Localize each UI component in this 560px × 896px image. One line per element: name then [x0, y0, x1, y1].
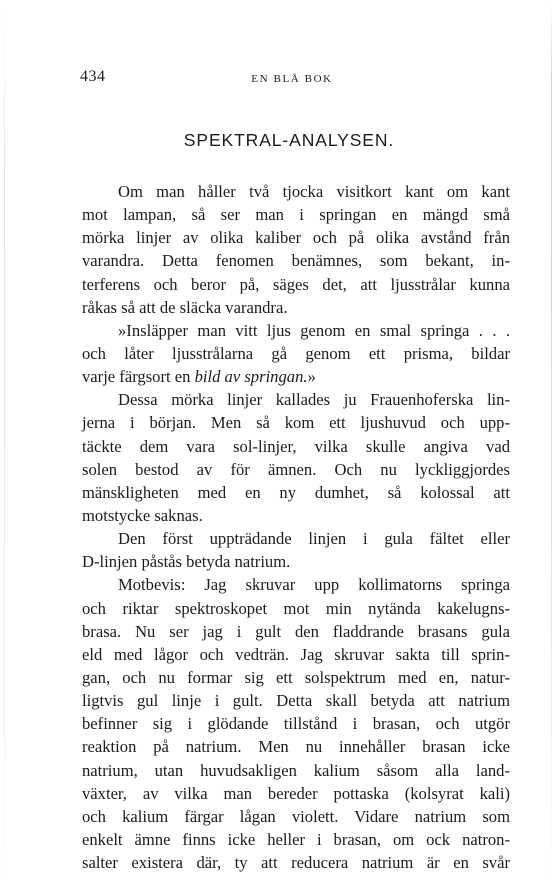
text-line: gan, och nu formar sig ett solspektrum med en, natur- [82, 667, 510, 687]
text-line: och kalium färgar lågan violett. Vidare natrium som [82, 806, 510, 826]
page-number: 434 [80, 68, 106, 85]
text-line: natrium, utan huvudsakligen kalium såsom alla land- [82, 760, 510, 780]
text-line: salter existera där, ty att reducera natrium är en svår [82, 853, 510, 873]
body-text [82, 180, 510, 874]
text-line: Den först uppträdande linjen i gula fältet eller [118, 529, 510, 549]
text-line [82, 365, 510, 388]
text-line: D-linjen påstås betyda natrium. [82, 552, 291, 572]
text-line: reaktion på natrium. Men nu innehåller brasan icke [82, 737, 510, 757]
text-line: Dessa mörka linjer kallades ju Frauenhoferska lin- [118, 390, 510, 410]
italic-text-run: bild av springan. [194, 367, 308, 387]
text-run: varje färgsort en [82, 367, 195, 387]
text-line: brasa. Nu ser jag i gult den fladdrande brasans gula [82, 621, 510, 641]
text-line: enkelt ämne finns icke heller i brasan, om ock natron- [82, 829, 510, 849]
text-line: mänskligheten med en ny dumhet, så kolossal att [82, 482, 510, 502]
text-line: Motbevis: Jag skruvar upp kollimatorns springa [118, 575, 510, 595]
text-line: ligtvis gul linje i gult. Detta skall betyda att natrium [82, 691, 510, 711]
text-run: » [307, 367, 316, 387]
running-head: EN BLÅ BOK [251, 73, 333, 85]
text-line: täckte dem vara sol-linjer, vilka skulle angiva vad [82, 436, 510, 456]
text-line: »Insläpper man vitt ljus genom en smal springa . . . [118, 320, 510, 340]
chapter-title: SPEKTRAL-ANALYSEN. [183, 130, 395, 150]
text-line: befinner sig i glödande tillstånd i brasan, och utgör [82, 714, 510, 734]
text-line: solen bestod av för ämnen. Och nu lyckliggjordes [82, 459, 510, 479]
text-line: jerna i början. Men så kom ett ljushuvud och upp- [82, 413, 510, 433]
text-line: och riktar spektroskopet mot min nytända kakelugns- [82, 598, 510, 618]
text-line: varandra. Detta fenomen benämnes, som bekant, in- [82, 251, 510, 271]
text-line: växter, av vilka man bereder pottaska (kolsyrat kali) [82, 783, 510, 803]
text-line: råkas så att de släcka varandra. [82, 297, 288, 317]
text-line: motstycke saknas. [82, 505, 203, 525]
text-line: terferens och beror på, säges det, att ljusstrålar kunna [82, 274, 510, 294]
text-line: mot lampan, så ser man i springan en mängd små [82, 205, 510, 225]
text-line: Om man håller två tjocka visitkort kant om kant [118, 182, 510, 201]
text-line: mörka linjer av olika kaliber och på olika avstånd från [82, 228, 510, 248]
text-line: eld med lågor och vedträn. Jag skruvar sakta till sprin- [82, 644, 510, 664]
text-line: och låter ljusstrålarna gå genom ett prisma, bildar [82, 343, 510, 363]
